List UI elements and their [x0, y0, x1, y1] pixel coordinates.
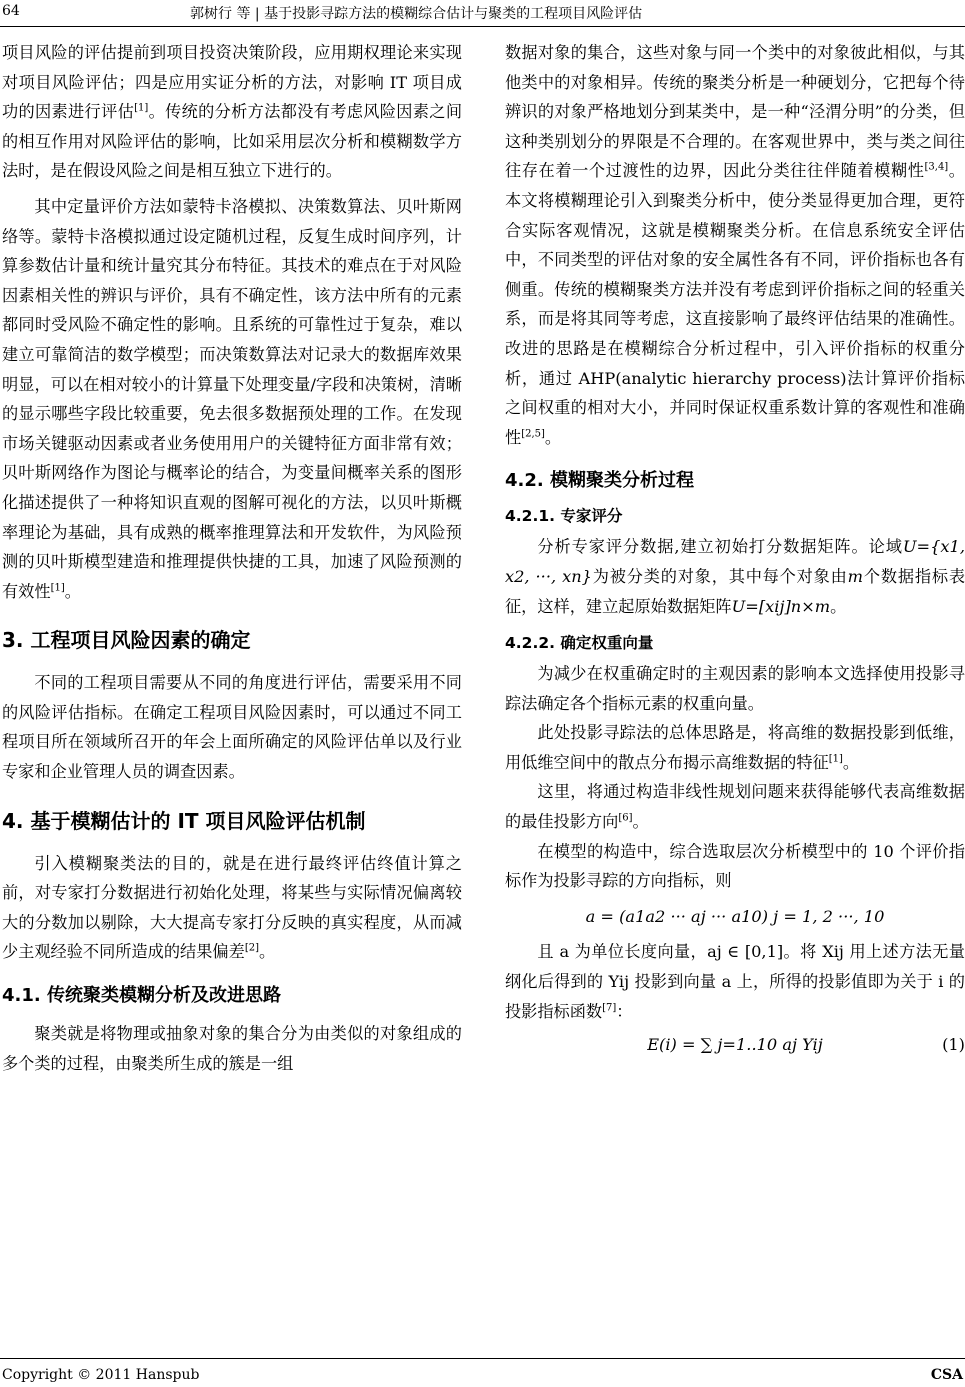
- citation[interactable]: [2,5]: [521, 428, 545, 440]
- citation[interactable]: [3,4]: [924, 161, 949, 173]
- copyright-notice: Copyright © 2011 Hanspub: [2, 1367, 200, 1383]
- inline-math: U={x1, x2, ···, xn}: [505, 537, 965, 586]
- citation[interactable]: [2]: [244, 943, 259, 955]
- citation[interactable]: [1]: [828, 753, 843, 765]
- paragraph: 分析专家评分数据,建立初始打分数据矩阵。论域U={x1, x2, ···, xn}为被分类的对象，其中每个对象由m个数据指标表征，这样，建立起原始数据矩阵U=[xij]n×m。: [505, 537, 965, 616]
- section-heading: 3. 工程项目风险因素的确定: [2, 628, 251, 653]
- paragraph: 在模型的构造中，综合选取层次分析模型中的 10 个评价指标作为投影寻踪的方向指标，则: [505, 841, 965, 891]
- paragraph: 数据对象的集合，这些对象与同一个类中的对象彼此相似，与其他类中的对象相异。传统的聚类分析是一种硬划分，它把每个待辨识的对象严格地划分到某类中，是一种“泾渭分明”的分类，但这种类别划分的界限是不合理的。在客观世界中，类与类之间往往存在着一个过渡性的边界，因此分类往往伴随着模糊性[3,4]。本文将模糊理论引入到聚类分析中，使分类显得更加合理，更符合实际客观情况，这就是模糊聚类分析。在信息系统安全评估中，不同类型的评估对象的安全属性各有不同，评价指标也各有侧重。传统的模糊聚类方法并没有考虑到评价指标之间的轻重关系，而是将其同等考虑，这直接影响了最终评估结果的准确性。改进的思路是在模糊综合分析过程中，引入评价指标的权重分析，通过 AHP(analytic hierarchy process)法计算评价指标之间权重的相对大小，并同时保证权重系数计算的客观性和准确性[2,5]。: [505, 43, 965, 447]
- citation[interactable]: [1]: [50, 582, 65, 594]
- citation[interactable]: [1]: [134, 102, 149, 114]
- subsubsection-heading: 4.2.1. 专家评分: [505, 507, 623, 526]
- paragraph: 且 a 为单位长度向量，aj ∈ [0,1]。将 Xij 用上述方法无量纲化后得到的 Yij 投影到向量 a 上，所得的投影值即为关于 i 的投影指标函数[7]：: [505, 942, 965, 1021]
- paragraph: 项目风险的评估提前到项目投资决策阶段，应用期权理论来实现对项目风险评估；四是应用实证分析的方法，对影响 IT 项目成功的因素进行评估[1]。传统的分析方法都没有考虑风险因素之间的相互作用对风险评估的影响，比如采用层次分析和模糊数学方法时，是在假设风险之间是相互独立下进行的。: [2, 43, 463, 181]
- citation[interactable]: [6]: [618, 812, 633, 824]
- inline-math: m: [847, 566, 864, 586]
- equation-body: E(i) = ∑ j=1..10 aj Yij: [647, 1035, 823, 1055]
- page-footer: [0, 1358, 965, 1387]
- paragraph: 聚类就是将物理或抽象对象的集合分为由类似的对象组成的多个类的过程，由聚类所生成的簇是一组: [2, 1024, 462, 1073]
- subsubsection-heading: 4.2.2. 确定权重向量: [505, 634, 654, 653]
- equation-weight-vector: a = (a1a2 ··· aj ··· a10) j = 1, 2 ···, 10: [585, 906, 885, 926]
- section-heading: 4. 基于模糊估计的 IT 项目风险评估机制: [2, 808, 366, 833]
- left-column: [2, 38, 462, 1078]
- equation-number: (1): [942, 1035, 965, 1055]
- running-title: 郭树行 等 | 基于投影寻踪方法的模糊综合估计与聚类的工程项目风险评估: [190, 6, 643, 22]
- paragraph: 这里，将通过构造非线性规划问题来获得能够代表高维数据的最佳投影方向[6]。: [505, 782, 965, 832]
- equation-1: [505, 1030, 965, 1060]
- journal-abbrev: CSA: [930, 1367, 963, 1383]
- paragraph: 其中定量评价方法如蒙特卡洛模拟、决策数算法、贝叶斯网络等。蒙特卡洛模拟通过设定随机过程，反复生成时间序列，计算参数估计量和统计量究其分布特征。其技术的难点在于对风险因素相关性的辨识与评价，具有不确定性，该方法中所有的元素都同时受风险不确定性的影响。且系统的可靠性过于复杂，难以建立可靠简洁的数学模型；而决策数算法对记录大的数据库效果明显，可以在相对较小的计算量下处理变量/字段和决策树，清晰的显示哪些字段比较重要，免去很多数据预处理的工作。在发现市场关键驱动因素或者业务使用用户的关键特征方面非常有效；贝叶斯网络作为图论与概率论的结合，为变量间概率关系的图形化描述提供了一种将知识直观的图解可视化的方法，以贝叶斯概率理论为基础，具有成熟的概率推理算法和开发软件，为风险预测的贝叶斯模型建造和推理提供快捷的工具，加速了风险预测的有效性[1]。: [2, 196, 462, 601]
- right-column: [505, 38, 965, 1060]
- paragraph: 此处投影寻踪法的总体思路是，将高维的数据投影到低维，用低维空间中的散点分布揭示高维数据的特征[1]。: [505, 723, 965, 772]
- paragraph: 不同的工程项目需要从不同的角度进行评估，需要采用不同的风险评估指标。在确定工程项目风险因素时，可以通过不同工程项目所在领域所召开的年会上面所确定的风险评估单以及行业专家和企业管理人员的调查因素。: [2, 673, 462, 782]
- citation[interactable]: [7]: [602, 1002, 617, 1014]
- subsection-heading: 4.1. 传统聚类模糊分析及改进思路: [2, 985, 281, 1007]
- paragraph: 为减少在权重确定时的主观因素的影响本文选择使用投影寻踪法确定各个指标元素的权重向量。: [505, 664, 965, 713]
- page-number: 64: [2, 3, 20, 19]
- page-header: [0, 0, 965, 27]
- subsection-heading: 4.2. 模糊聚类分析过程: [505, 470, 694, 492]
- paragraph: 引入模糊聚类法的目的，就是在进行最终评估终值计算之前，对专家打分数据进行初始化处理，将某些与实际情况偏离较大的分数加以剔除，大大提高专家打分反映的真实程度，从而减少主观经验不同所造成的结果偏差[2]。: [2, 853, 462, 962]
- inline-math: U=[xij]n×m: [731, 596, 831, 616]
